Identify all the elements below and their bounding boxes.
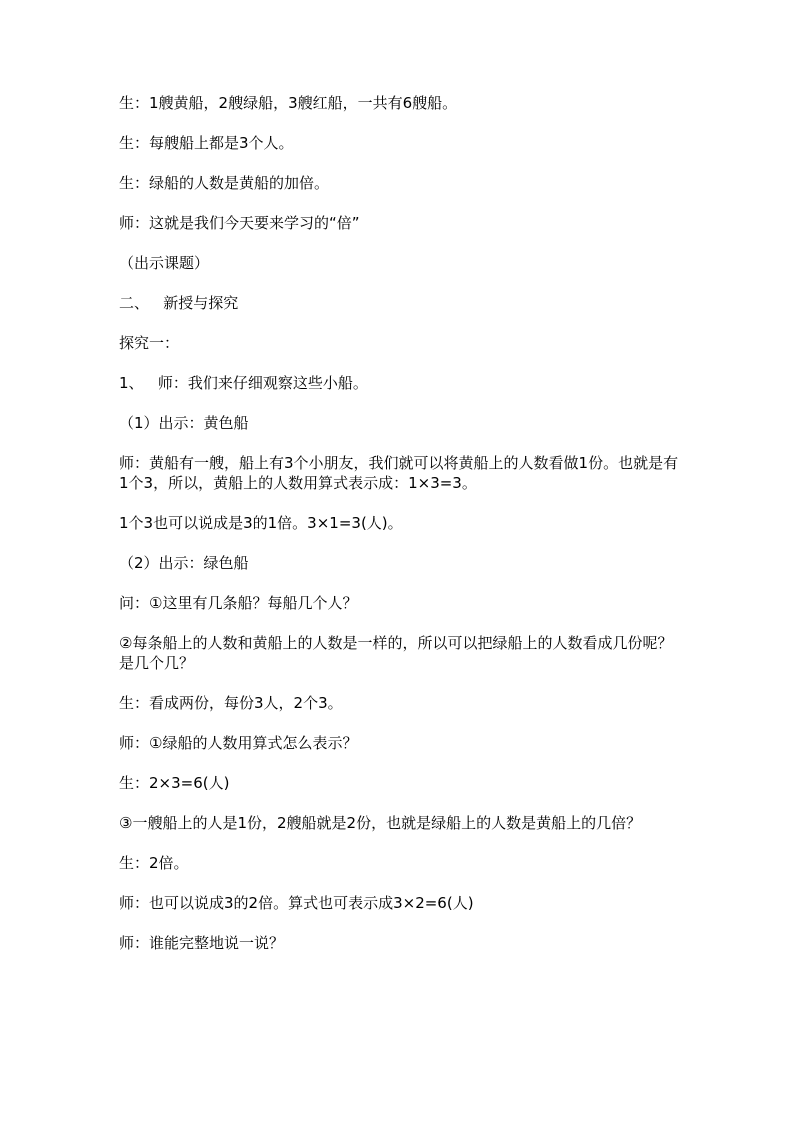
paragraph-8: 1、 师：我们来仔细观察这些小船。 <box>119 374 368 392</box>
paragraph-15: 生：看成两份，每份3人，2个3。 <box>119 694 343 712</box>
paragraph-21: 师：谁能完整地说一说？ <box>119 934 285 952</box>
paragraph-11: 1个3也可以说成是3的1倍。3×1=3(人)。 <box>119 514 403 532</box>
paragraph-19: 生：2倍。 <box>119 854 189 872</box>
paragraph-10: 师：黄船有一艘，船上有3个小朋友，我们就可以将黄船上的人数看做1份。也就是有1个3，所以，黄船上的人数用算式表示成：1×3=3。 <box>119 454 679 492</box>
paragraph-3: 生：绿船的人数是黄船的加倍。 <box>119 174 330 192</box>
paragraph-20: 师：也可以说成3的2倍。算式也可表示成3×2=6(人) <box>119 894 474 912</box>
paragraph-4: 师：这就是我们今天要来学习的“倍” <box>119 214 360 232</box>
paragraph-14: ②每条船上的人数和黄船上的人数是一样的，所以可以把绿船上的人数看成几份呢？是几个几？ <box>119 634 673 672</box>
paragraph-1: 生：1艘黄船，2艘绿船，3艘红船，一共有6艘船。 <box>119 94 458 112</box>
document-body <box>119 93 679 973</box>
paragraph-9: （1）出示：黄色船 <box>119 414 249 432</box>
paragraph-16: 师：①绿船的人数用算式怎么表示？ <box>119 734 358 752</box>
paragraph-2: 生：每艘船上都是3个人。 <box>119 134 294 152</box>
section-heading: 二、 新授与探究 <box>119 294 239 312</box>
paragraph-12: （2）出示：绿色船 <box>119 554 249 572</box>
paragraph-18: ③一艘船上的人是1份，2艘船就是2份，也就是绿船上的人数是黄船上的几倍？ <box>119 814 642 832</box>
paragraph-17: 生：2×3=6(人) <box>119 774 230 792</box>
paragraph-13: 问：①这里有几条船？每船几个人？ <box>119 594 358 612</box>
paragraph-7: 探究一： <box>119 334 180 352</box>
paragraph-5: （出示课题） <box>119 254 210 272</box>
